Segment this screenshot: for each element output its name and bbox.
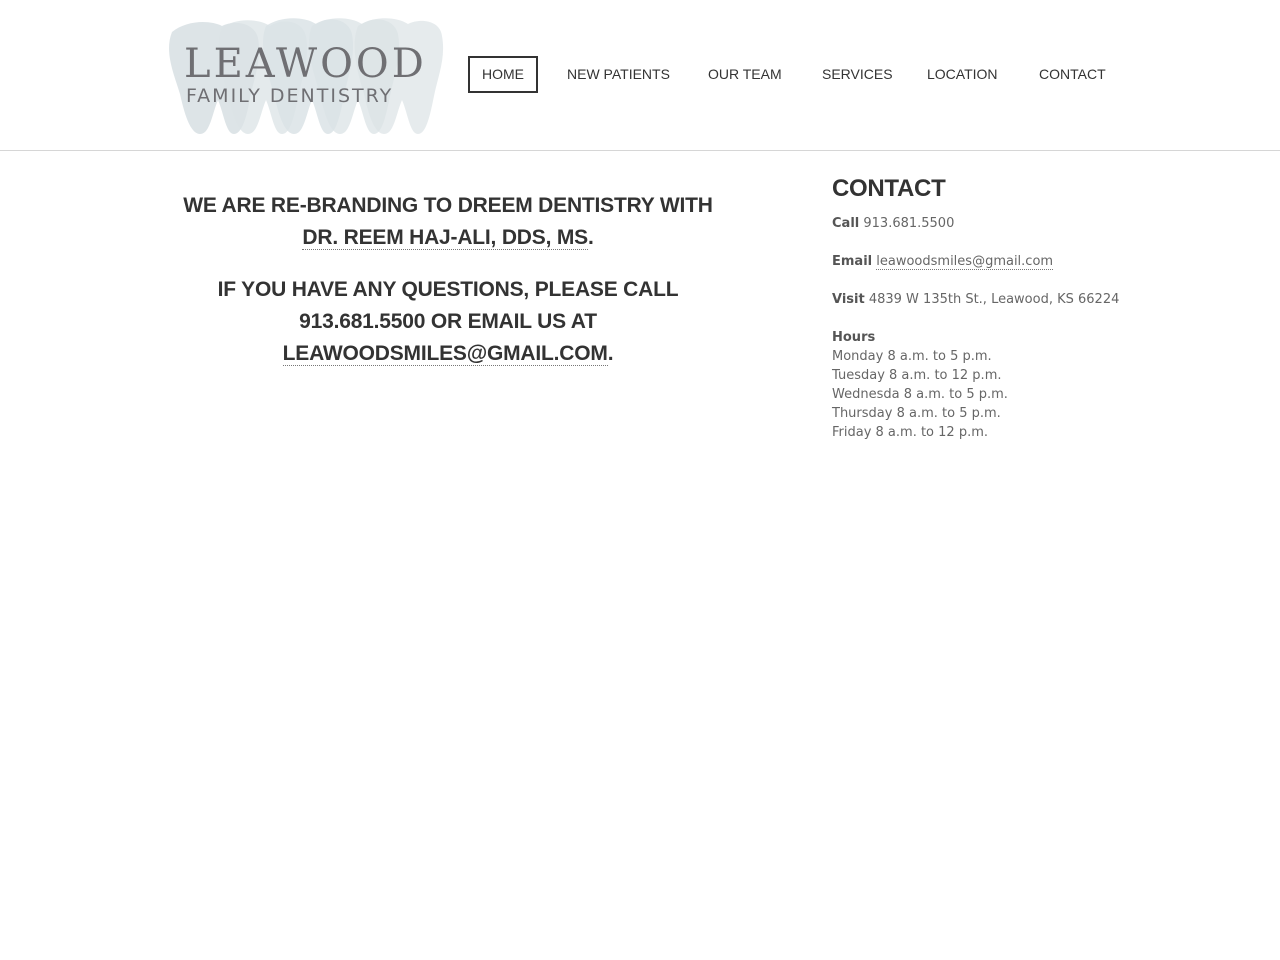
nav-item-new-patients[interactable]: NEW PATIENTS [567, 66, 670, 82]
hours-tuesday: Tuesday 8 a.m. to 12 p.m. [832, 368, 1002, 383]
nav-item-contact[interactable]: CONTACT [1039, 66, 1106, 82]
call-label: Call [832, 216, 860, 231]
contact-sidebar [832, 172, 1152, 442]
hours-label: Hours [832, 330, 876, 345]
nav-item-location[interactable]: LOCATION [927, 66, 998, 82]
main-content [168, 190, 728, 390]
contact-announcement [168, 274, 728, 370]
spacer [832, 271, 1152, 290]
visit-line [832, 290, 1152, 309]
spacer [832, 233, 1152, 252]
email-label: Email [832, 254, 873, 269]
logo-subtitle: FAMILY DENTISTRY [186, 85, 394, 107]
hours-friday: Friday 8 a.m. to 12 p.m. [832, 425, 988, 440]
rebrand-text: WE ARE RE-BRANDING TO DREEM DENTISTRY WITH [183, 194, 713, 217]
sidebar-title: CONTACT [832, 175, 946, 202]
call-value: 913.681.5500 [863, 216, 955, 231]
spacer [832, 309, 1152, 328]
email-link-main[interactable]: LEAWOODSMILES@GMAIL.COM [282, 342, 608, 365]
hours-monday: Monday 8 a.m. to 5 p.m. [832, 349, 992, 364]
visit-label: Visit [832, 292, 865, 307]
questions-text: IF YOU HAVE ANY QUESTIONS, PLEASE CALL 913.681.5500 OR EMAIL US AT [217, 278, 679, 333]
email-link-sidebar[interactable]: leawoodsmiles@gmail.com [876, 254, 1054, 269]
nav-item-services[interactable]: SERVICES [822, 66, 893, 82]
site-logo[interactable] [162, 14, 446, 138]
doctor-link[interactable]: DR. REEM HAJ-ALI, DDS, MS [302, 226, 588, 249]
questions-period: . [607, 342, 614, 365]
hours-label-line [832, 328, 1152, 347]
rebrand-announcement [168, 190, 728, 254]
email-line [832, 252, 1152, 271]
hours-thursday: Thursday 8 a.m. to 5 p.m. [832, 406, 1001, 421]
nav-item-home[interactable]: HOME [468, 56, 538, 93]
logo-title: LEAWOOD [184, 41, 427, 87]
hours-wednesday: Wednesda 8 a.m. to 5 p.m. [832, 387, 1008, 402]
visit-value: 4839 W 135th St., Leawood, KS 66224 [868, 292, 1120, 307]
site-header [0, 0, 1280, 151]
call-line [832, 214, 1152, 233]
nav-item-our-team[interactable]: OUR TEAM [708, 66, 782, 82]
rebrand-period: . [587, 226, 594, 249]
